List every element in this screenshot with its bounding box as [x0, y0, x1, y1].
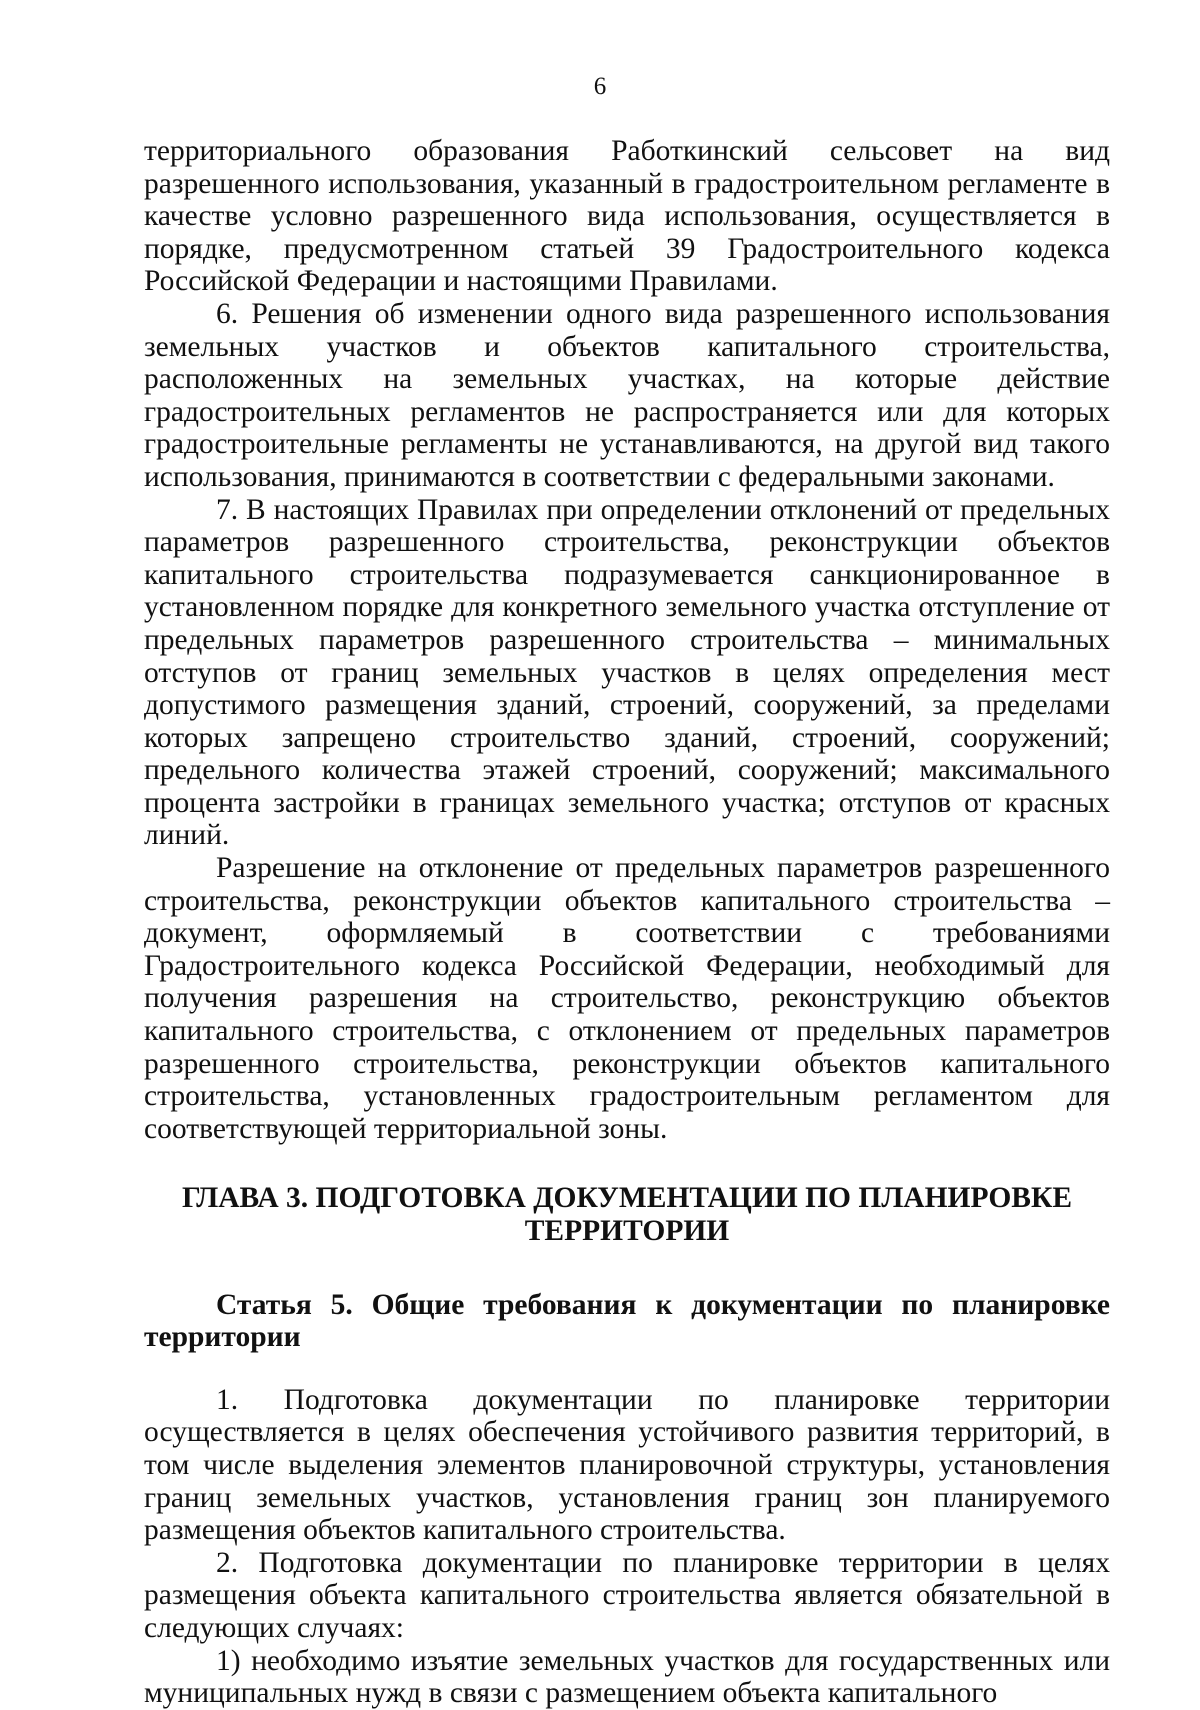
document-body: [144, 135, 1110, 1710]
paragraph-subitem-1: 1) необходимо изъятие земельных участков для государственных или муниципальных нужд в связи с размещением объекта капитального: [144, 1644, 1110, 1710]
page-number: 6: [593, 73, 607, 100]
chapter-heading: [144, 1182, 1110, 1247]
chapter-heading-line-1: ГЛАВА 3. ПОДГОТОВКА ДОКУМЕНТАЦИИ ПО ПЛАНИРОВКЕ: [181, 1182, 1073, 1215]
article-heading: Статья 5. Общие требования к документации по планировке территории: [144, 1288, 1110, 1354]
chapter-heading-line-2: ТЕРРИТОРИИ: [524, 1215, 730, 1247]
paragraph-item-7: 7. В настоящих Правилах при определении отклонений от предельных параметров разрешенного строительства, реконструкции объектов капитального строительства подразумевается санкционированное в установленном порядке для конкретного земельного участка отступление от предельных параметров разрешенного строительства – минимальных отступов от границ земельных участков в целях определения мест допустимого размещения зданий, строений, сооружений, за пределами которых запрещено строительство зданий, строений, сооружений; предельного количества этажей строений, сооружений; максимального процента застройки в границах земельного участка; отступов от красных линий.: [144, 493, 1110, 852]
paragraph-item-6: 6. Решения об изменении одного вида разрешенного использования земельных участков и объектов капитального строительства, расположенных на земельных участках, на которые действие градостроительных регламентов не распространяется или для которых градостроительные регламенты не устанавливаются, на другой вид такого использования, принимаются в соответствии с федеральными законами.: [144, 297, 1110, 493]
paragraph-continuation: территориального образования Работкинский сельсовет на вид разрешенного использования, указанный в градостроительном регламенте в качестве условно разрешенного вида использования, осуществляется в порядке, предусмотренном статьей 39 Градостроительного кодекса Российской Федерации и настоящими Правилами.: [144, 135, 1110, 298]
paragraph-permission-definition: Разрешение на отклонение от предельных параметров разрешенного строительства, реконструкции объектов капитального строительства – документ, оформляемый в соответствии с требованиями Градостроительного кодекса Российской Федерации, необходимый для получения разрешения на строительство, реконструкцию объектов капитального строительства, с отклонением от предельных параметров разрешенного строительства, реконструкции объектов капитального строительства, установленных градостроительным регламентом для соответствующей территориальной зоны.: [144, 852, 1110, 1145]
paragraph-article-item-1: 1. Подготовка документации по планировке территории осуществляется в целях обеспечения устойчивого развития территорий, в том числе выделения элементов планировочной структуры, установления границ земельных участков, установления границ зон планируемого размещения объектов капитального строительства.: [144, 1383, 1110, 1547]
paragraph-article-item-2: 2. Подготовка документации по планировке территории в целях размещения объекта капитального строительства является обязательной в следующих случаях:: [144, 1546, 1110, 1644]
